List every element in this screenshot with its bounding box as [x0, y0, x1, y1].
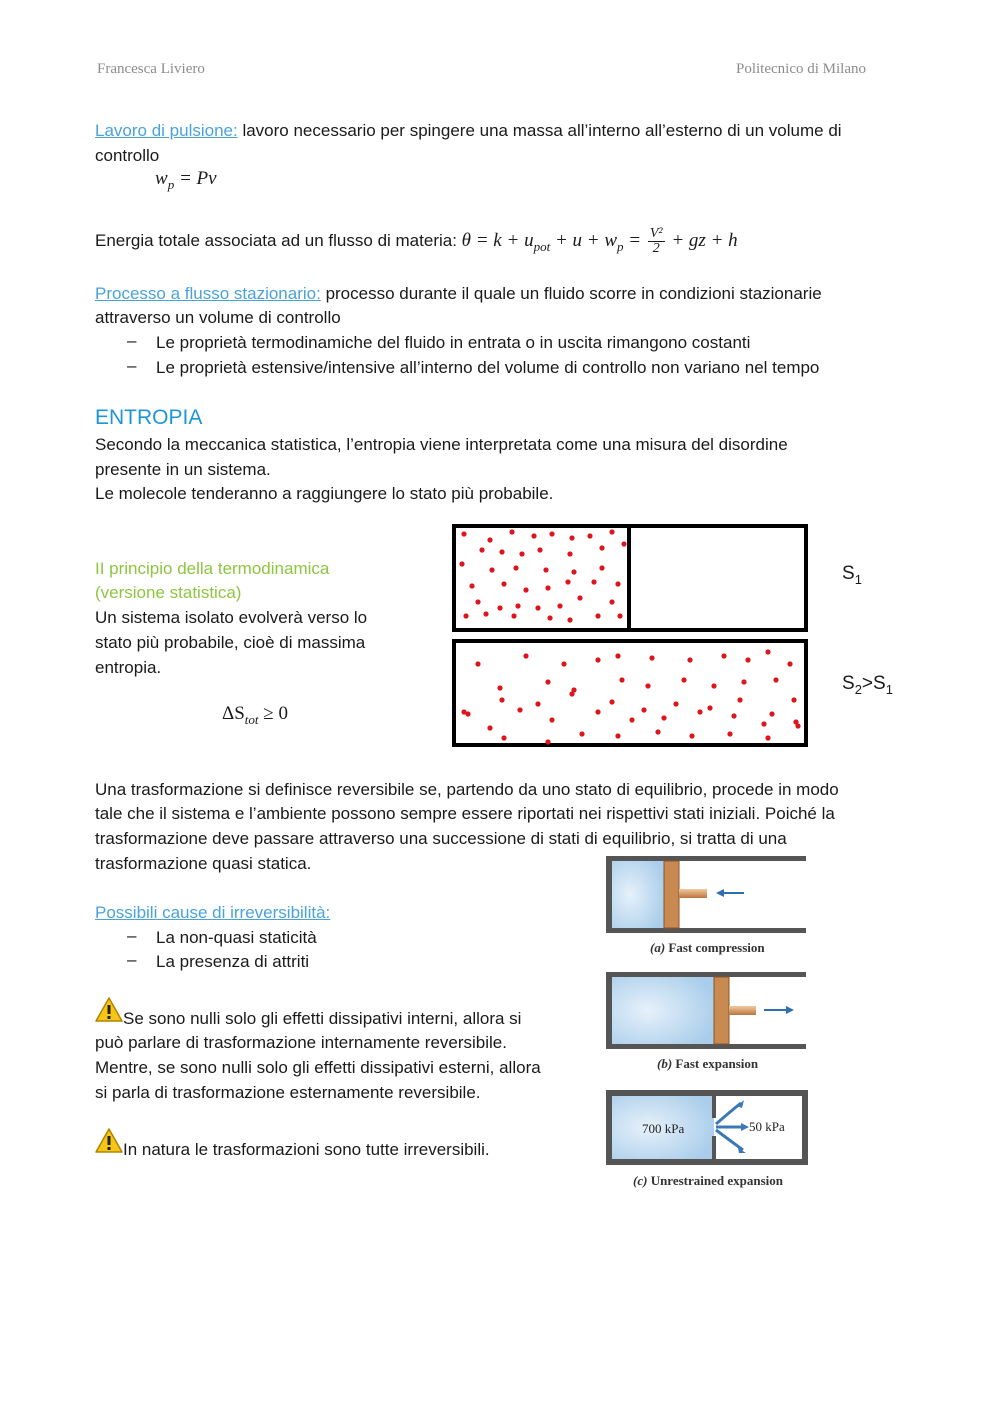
molecule-dot	[707, 705, 712, 710]
lavoro-formula-rhs: = Pv	[174, 168, 217, 189]
molecule-dot	[587, 533, 592, 538]
principio-title1: II principio della termodinamica	[95, 559, 330, 578]
processo-definition	[95, 282, 822, 306]
molecule-dot	[561, 661, 566, 666]
molecule-dot	[465, 711, 470, 716]
caption-a-tag: (a)	[650, 940, 666, 955]
molecule-dot	[595, 709, 600, 714]
cause-item: La presenza di attriti	[156, 952, 310, 971]
lavoro-def-line1: lavoro necessario per spingere una massa all’interno all’esterno di un volume di	[237, 121, 842, 140]
note2-text: In natura le trasformazioni sono tutte irreversibili.	[123, 1140, 490, 1159]
warning-icon	[95, 997, 123, 1023]
entropia-line3: Le molecole tenderanno a raggiungere lo stato più probabile.	[95, 484, 554, 503]
reversibile-line1: Una trasformazione si definisce reversibile se, partendo da uno stato di equilibrio, procede in modo	[95, 780, 839, 799]
energia-f-theta: θ = k + u	[461, 229, 534, 251]
molecule-dot	[509, 529, 514, 534]
molecule-dot	[513, 565, 518, 570]
molecule-dot	[697, 709, 702, 714]
molecule-dot	[461, 531, 466, 536]
molecule-dot	[655, 729, 660, 734]
molecule-dot	[711, 683, 716, 688]
lavoro-term: Lavoro di pulsione:	[95, 121, 238, 140]
energia-f-mid: + u + w	[550, 229, 618, 251]
molecule-dot	[479, 547, 484, 552]
molecule-dot	[543, 567, 548, 572]
processo-item: Le proprietà termodinamiche del fluido in entrata o in uscita rimangono costanti	[156, 333, 751, 352]
molecule-dot	[463, 613, 468, 618]
molecule-dot	[673, 701, 678, 706]
molecule-dot	[641, 707, 646, 712]
processo-item: Le proprietà estensive/intensive all’interno del volume di controllo non variano nel tempo	[156, 358, 820, 377]
principio-f-rhs: ≥ 0	[258, 703, 288, 724]
molecule-dot	[599, 565, 604, 570]
label-s2-sub2: 1	[885, 681, 893, 697]
molecule-dot	[489, 567, 494, 572]
caption-b	[657, 1056, 758, 1072]
molecule-dot	[499, 697, 504, 702]
molecule-dot	[721, 653, 726, 658]
molecule-dot	[547, 615, 552, 620]
principio-text1: Un sistema isolato evolverà verso lo	[95, 608, 368, 627]
warning-icon	[95, 1128, 123, 1154]
cause-item: La non-quasi staticità	[156, 928, 317, 947]
molecule-dot	[661, 715, 666, 720]
molecule-dot	[791, 697, 796, 702]
molecule-dot	[681, 677, 686, 682]
lavoro-definition	[95, 119, 842, 143]
entropia-line1: Secondo la meccanica statistica, l’entropia viene interpretata come una misura del disordine	[95, 435, 788, 454]
cause-term: Possibili cause di irreversibilità:	[95, 903, 331, 922]
label-s2-sub: 2	[854, 681, 862, 697]
energia-text: Energia totale associata ad un flusso di materia:	[95, 230, 462, 250]
piston-b	[606, 972, 806, 1049]
bullet-dash: –	[127, 331, 137, 350]
bullet-dash: –	[127, 356, 137, 375]
molecule-dot	[629, 717, 634, 722]
energia-formula	[461, 226, 738, 256]
molecule-dot	[609, 699, 614, 704]
molecule-dot	[621, 541, 626, 546]
label-s2-gt: >S	[861, 673, 886, 694]
energia-f-num: V²	[649, 226, 663, 241]
molecule-dot	[487, 725, 492, 730]
label-s2	[842, 673, 893, 697]
note1-line4: si parla di trasformazione esternamente reversibile.	[95, 1083, 481, 1102]
molecule-dot	[475, 661, 480, 666]
molecule-dot	[577, 595, 582, 600]
principio-title2: (versione statistica)	[95, 583, 242, 602]
entropia-line2: presente in un sistema.	[95, 460, 271, 479]
molecule-dot	[515, 603, 520, 608]
molecule-dot	[545, 585, 550, 590]
molecule-dot	[615, 653, 620, 658]
molecule-dot	[595, 613, 600, 618]
lavoro-def-line2: controllo	[95, 146, 160, 165]
molecule-dot	[645, 683, 650, 688]
molecule-dot	[765, 649, 770, 654]
piston-a	[606, 856, 806, 933]
processo-def-line1: processo durante il quale un fluido scorre in condizioni stazionarie	[320, 284, 822, 303]
energia-line	[95, 227, 738, 259]
molecule-dot	[497, 685, 502, 690]
molecule-dot	[761, 721, 766, 726]
piston-c-right-pressure: 50 kPa	[749, 1119, 785, 1134]
molecule-dot	[615, 581, 620, 586]
molecule-dot	[579, 731, 584, 736]
molecule-dot	[537, 547, 542, 552]
molecule-dot	[731, 713, 736, 718]
molecule-dot	[557, 603, 562, 608]
label-s1-sub: 1	[854, 571, 862, 587]
molecule-dot	[567, 551, 572, 556]
molecule-dot	[517, 707, 522, 712]
molecule-dot	[501, 735, 506, 740]
caption-b-tag: (b)	[657, 1056, 673, 1071]
reversibile-line4: trasformazione quasi statica.	[95, 854, 312, 873]
molecule-dot	[769, 711, 774, 716]
energia-f-den: 2	[652, 241, 660, 256]
molecule-dot	[535, 701, 540, 706]
lavoro-formula-sub: p	[167, 176, 175, 192]
processo-def-line2: attraverso un volume di controllo	[95, 308, 341, 327]
molecule-dot	[609, 599, 614, 604]
molecule-dot	[793, 719, 798, 724]
label-s2-s: S	[842, 673, 855, 694]
molecule-dot	[511, 613, 516, 618]
molecule-dot	[535, 605, 540, 610]
label-s1	[842, 563, 862, 587]
principio-text2: stato più probabile, cioè di massima	[95, 633, 366, 652]
processo-term: Processo a flusso stazionario:	[95, 284, 321, 303]
header-author: Francesca Liviero	[97, 61, 205, 77]
molecule-dot	[459, 561, 464, 566]
boxes-group	[454, 526, 806, 745]
energia-fraction	[648, 227, 665, 256]
piston-figure	[606, 856, 808, 1192]
molecule-dot	[567, 617, 572, 622]
molecule-dot	[549, 717, 554, 722]
lavoro-formula-lhs: w	[155, 168, 168, 189]
molecule-dot	[571, 569, 576, 574]
principio-text3: entropia.	[95, 658, 162, 677]
reversibile-line3: trasformazione deve passare attraverso una successione di stati di equilibrio, si tratta di una	[95, 829, 787, 848]
molecule-dot	[545, 739, 550, 744]
entropy-boxes-figure	[452, 524, 810, 750]
molecule-dot	[545, 679, 550, 684]
label-s1-s: S	[842, 563, 855, 584]
molecule-dot	[737, 697, 742, 702]
molecule-dot	[687, 657, 692, 662]
molecule-dot	[497, 605, 502, 610]
molecule-dot	[569, 691, 574, 696]
bullet-dash: –	[127, 926, 137, 945]
caption-c-tag: (c)	[633, 1173, 648, 1188]
molecule-dot	[591, 579, 596, 584]
molecule-dot	[745, 657, 750, 662]
piston-c-left-pressure: 700 kPa	[642, 1121, 685, 1136]
caption-c	[633, 1173, 783, 1189]
molecule-dot	[689, 733, 694, 738]
molecule-dot	[483, 611, 488, 616]
energia-f-sub-p: p	[617, 238, 624, 254]
principio-formula	[222, 703, 288, 728]
caption-a-text: Fast compression	[665, 940, 765, 955]
dots-s1	[459, 529, 626, 622]
molecule-dot	[523, 653, 528, 658]
principio-f-delta: ΔS	[222, 703, 245, 724]
molecule-dot	[499, 549, 504, 554]
molecule-dot	[549, 531, 554, 536]
molecule-dot	[595, 657, 600, 662]
energia-f-eq: =	[623, 229, 646, 251]
box-s2-outline	[454, 641, 806, 745]
lavoro-formula	[155, 168, 217, 193]
molecule-dot	[487, 537, 492, 542]
molecule-dot	[475, 599, 480, 604]
molecule-dot	[609, 529, 614, 534]
molecule-dot	[741, 679, 746, 684]
molecule-dot	[649, 655, 654, 660]
molecule-dot	[523, 587, 528, 592]
energia-f-sub-pot: pot	[533, 238, 551, 254]
molecule-dot	[501, 581, 506, 586]
molecule-dot	[619, 677, 624, 682]
molecule-dot	[615, 733, 620, 738]
molecule-dot	[569, 535, 574, 540]
energia-f-tail: + gz + h	[666, 229, 738, 251]
molecule-dot	[773, 677, 778, 682]
caption-a	[650, 940, 765, 956]
note1-line3: Mentre, se sono nulli solo gli effetti dissipativi esterni, allora	[95, 1058, 541, 1077]
molecule-dot	[765, 735, 770, 740]
caption-c-text: Unrestrained expansion	[647, 1173, 783, 1188]
molecule-dot	[599, 545, 604, 550]
molecule-dot	[565, 579, 570, 584]
molecule-dot	[531, 533, 536, 538]
reversibile-line2: tale che il sistema e l’ambiente possono sempre essere riportati nei rispettivi stati iniziali. Poiché la	[95, 804, 835, 823]
note1-line2: può parlare di trasformazione internamente reversibile.	[95, 1033, 507, 1052]
molecule-dot	[787, 661, 792, 666]
molecule-dot	[617, 613, 622, 618]
dots-s2	[461, 649, 800, 744]
header-institution: Politecnico di Milano	[736, 61, 866, 77]
principio-f-sub: tot	[244, 711, 259, 727]
molecule-dot	[519, 551, 524, 556]
entropia-heading: ENTROPIA	[95, 406, 203, 429]
bullet-dash: –	[127, 950, 137, 969]
note1-line1: Se sono nulli solo gli effetti dissipativi interni, allora si	[123, 1009, 522, 1028]
molecule-dot	[469, 583, 474, 588]
caption-b-text: Fast expansion	[672, 1056, 759, 1071]
molecule-dot	[727, 731, 732, 736]
